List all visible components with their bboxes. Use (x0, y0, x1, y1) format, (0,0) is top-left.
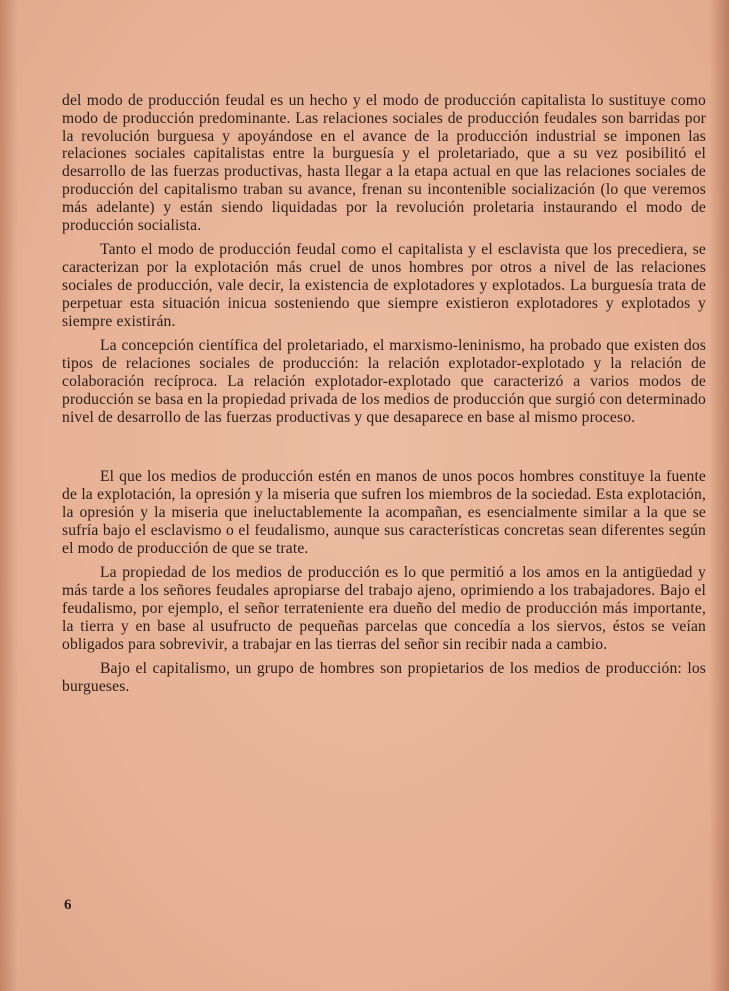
page-shadow-right (709, 0, 729, 991)
paragraph: La concepción científica del proletariado, el marxismo-leninismo, ha probado que existen dos tipos de relaciones sociales de producción: la relación explotador-explotado y la relación de colaboración recíproca. La relación explotador-explotado que caracterizó a varios modos de producción se basa en la propiedad privada de los medios de producción que surgió con determinado nivel de desarrollo de las fuerzas productivas y que desaparece en base al mismo proceso. (62, 337, 706, 426)
paragraph: El que los medios de producción estén en manos de unos pocos hombres constituye la fuente de la explotación, la opresión y la miseria que sufren los miembros de la sociedad. Esta explotación, la opresión y la miseria que ineluctablemente la acompañan, es esencialmente similar a la que se sufría bajo el esclavismo o el feudalismo, aunque sus características concretas sean diferentes según el modo de producción de que se trate. (62, 468, 706, 557)
paragraph: La propiedad de los medios de producción es lo que permitió a los amos en la antigüedad y más tarde a los señores feudales apropiarse del trabajo ajeno, oprimiendo a los trabajadores. Bajo el feudalismo, por ejemplo, el señor terrateniente era dueño del medio de producción más importante, la tierra y en base al usufructo de pequeñas parcelas que concedía a los siervos, éstos se veían obligados para sobrevivir, a trabajar en las tierras del señor sin recibir nada a cambio. (62, 564, 706, 653)
body-text (62, 92, 706, 696)
paragraph: Bajo el capitalismo, un grupo de hombres son propietarios de los medios de producción: los burgueses. (62, 660, 706, 696)
paragraph: Tanto el modo de producción feudal como el capitalista y el esclavista que los precediera, se caracterizan por la explotación más cruel de unos hombres por otros a nivel de las relaciones sociales de producción, vale decir, la existencia de explotadores y explotados. La burguesía trata de perpetuar esta situación inicua sosteniendo que siempre existieron explotadores y explotados y siempre existirán. (62, 241, 706, 330)
paragraph: del modo de producción feudal es un hecho y el modo de producción capitalista lo sustituye como modo de producción predominante. Las relaciones sociales de producción feudales son barridas por la revolución burguesa y apoyándose en el avance de la producción industrial se imponen las relaciones sociales capitalistas entre la burguesía y el proletariado, que a su vez posibilitó el desarrollo de las fuerzas productivas, hasta llegar a la etapa actual en que las relaciones sociales de producción del capitalismo traban su avance, frenan su incontenible socialización (lo que veremos más adelante) y están siendo liquidadas por la revolución proletaria instaurando el modo de producción socialista. (62, 92, 706, 234)
page-shadow-left (0, 0, 18, 991)
page-number: 6 (64, 897, 72, 913)
